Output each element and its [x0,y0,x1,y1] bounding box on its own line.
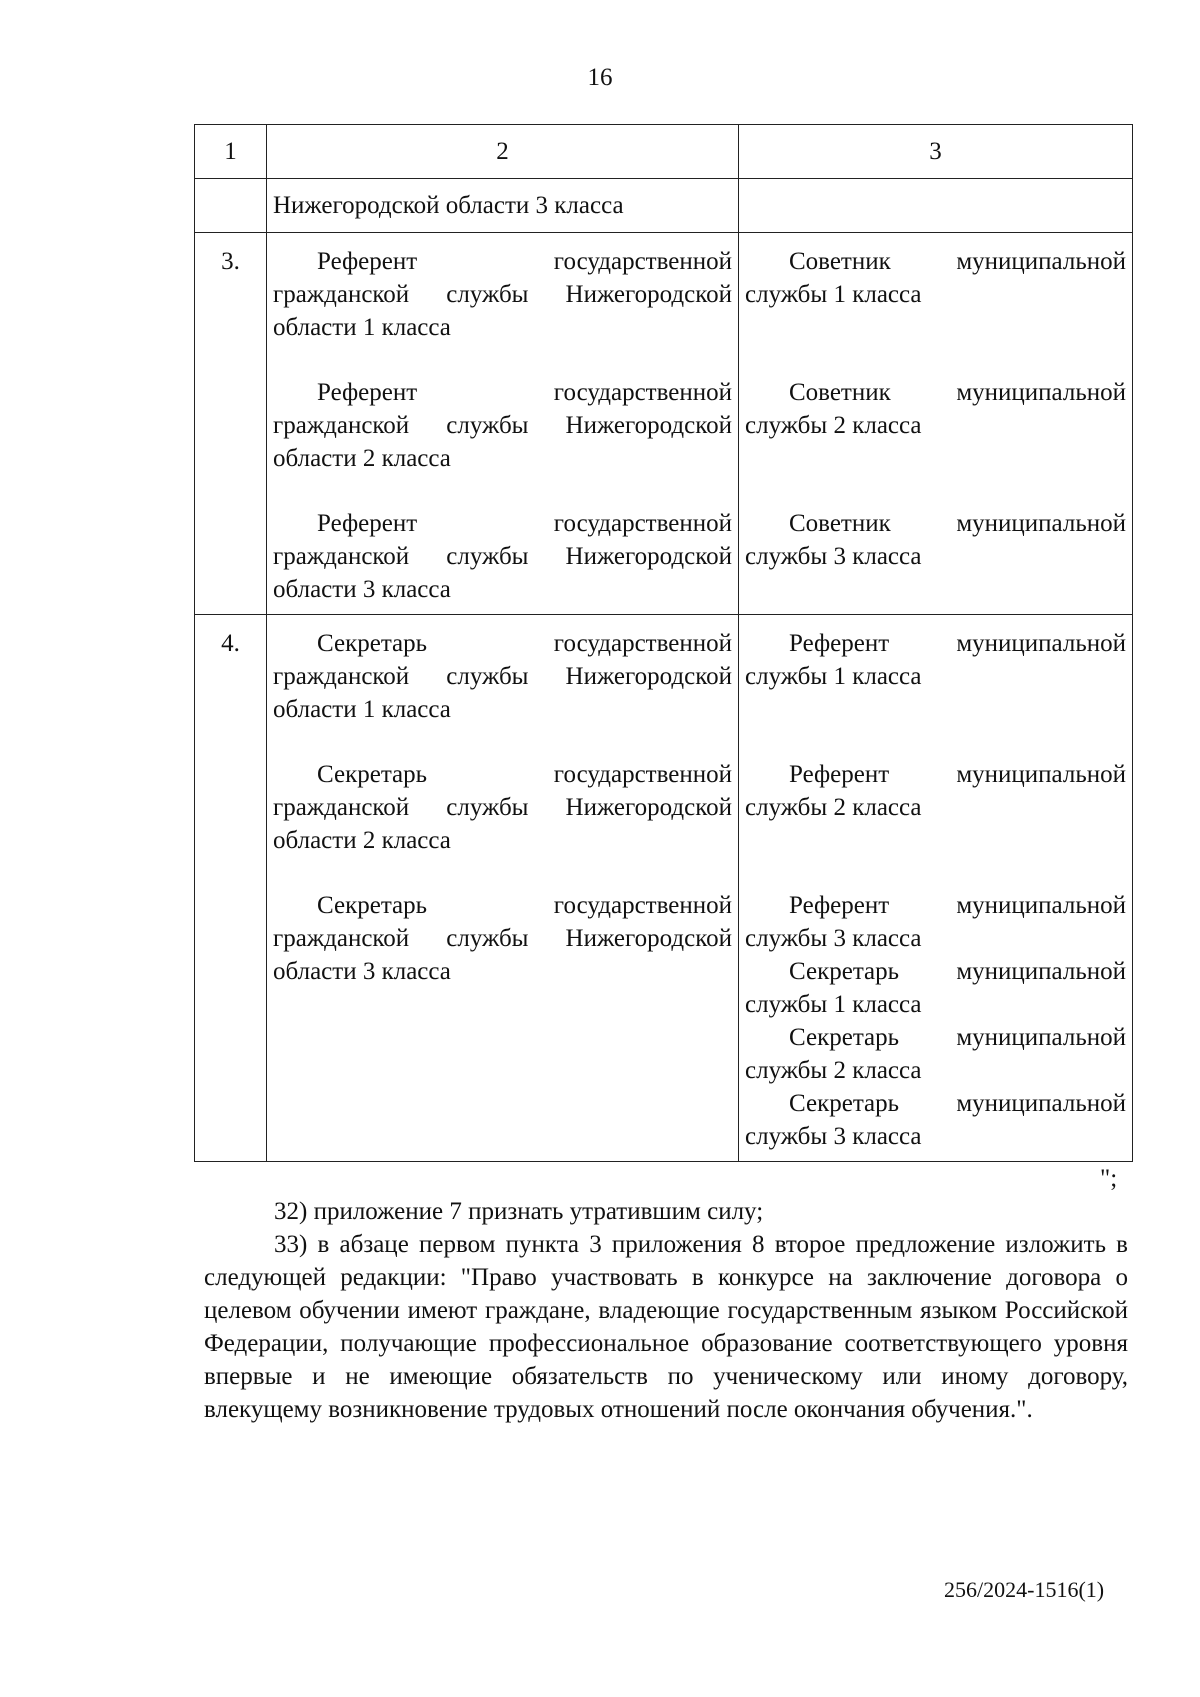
column-header: 3 [739,125,1133,179]
grade-entry: Референт государственной гражданской службы Нижегородской области 3 класса [273,510,732,603]
grade-entry: Референт муниципальной службы 3 класса [745,892,1126,952]
document-code: 256/2024-1516(1) [944,1577,1105,1602]
table-row-continuation [195,179,1133,233]
table-cell-state-grade [267,233,739,615]
grade-entry: Советник муниципальной службы 3 класса [745,510,1126,570]
grade-entry: Советник муниципальной службы 1 класса [745,248,1126,308]
page-number: 16 [587,64,613,91]
grade-entry: Референт государственной гражданской службы Нижегородской области 1 класса [273,248,732,341]
table-cell-num: 3. [195,233,267,615]
closing-quote-mark: "; [1100,1165,1118,1192]
table-cell-num: 4. [195,615,267,1162]
column-header: 1 [195,125,267,179]
column-header: 2 [267,125,739,179]
table-header-row [195,125,1133,179]
grade-entry: Секретарь муниципальной службы 2 класса [745,1024,1126,1084]
grade-entry: Секретарь государственной гражданской службы Нижегородской области 1 класса [273,630,732,723]
grade-entry: Референт муниципальной службы 1 класса [745,630,1126,690]
table-cell-municipal-grade [739,179,1133,233]
amendment-text [204,1195,1128,1426]
grade-entry: Референт государственной гражданской службы Нижегородской области 2 класса [273,379,732,472]
grade-entry: Секретарь муниципальной службы 1 класса [745,958,1126,1018]
table-cell-municipal-grade [739,233,1133,615]
paragraph: 33) в абзаце первом пункта 3 приложения 8 второе предложение изложить в следующей редакции: "Право участвовать в конкурсе на заключение договора о целевом обучении имеют граждане, владеющие государственным языком Российской Федерации, получающие профессиональное образование соответствующего уровня впервые и не имеющие обязательств по ученическому или иному договору, влекущему возникновение трудовых отношений после окончания обучения.". [204,1231,1128,1423]
grade-entry: Секретарь муниципальной службы 3 класса [745,1090,1126,1150]
grade-entry: Секретарь государственной гражданской службы Нижегородской области 3 класса [273,892,732,985]
table-cell-municipal-grade [739,615,1133,1162]
grade-correspondence-table [194,124,1133,1162]
paragraph: 32) приложение 7 признать утратившим силу; [274,1198,764,1225]
table-cell-num [195,179,267,233]
grade-entry: Секретарь государственной гражданской службы Нижегородской области 2 класса [273,761,732,854]
grade-entry: Референт муниципальной службы 2 класса [745,761,1126,821]
table-cell-state-grade: Нижегородской области 3 класса [267,179,739,233]
table-cell-state-grade [267,615,739,1162]
table-row [195,615,1133,1162]
grade-entry: Советник муниципальной службы 2 класса [745,379,1126,439]
table-row [195,233,1133,615]
